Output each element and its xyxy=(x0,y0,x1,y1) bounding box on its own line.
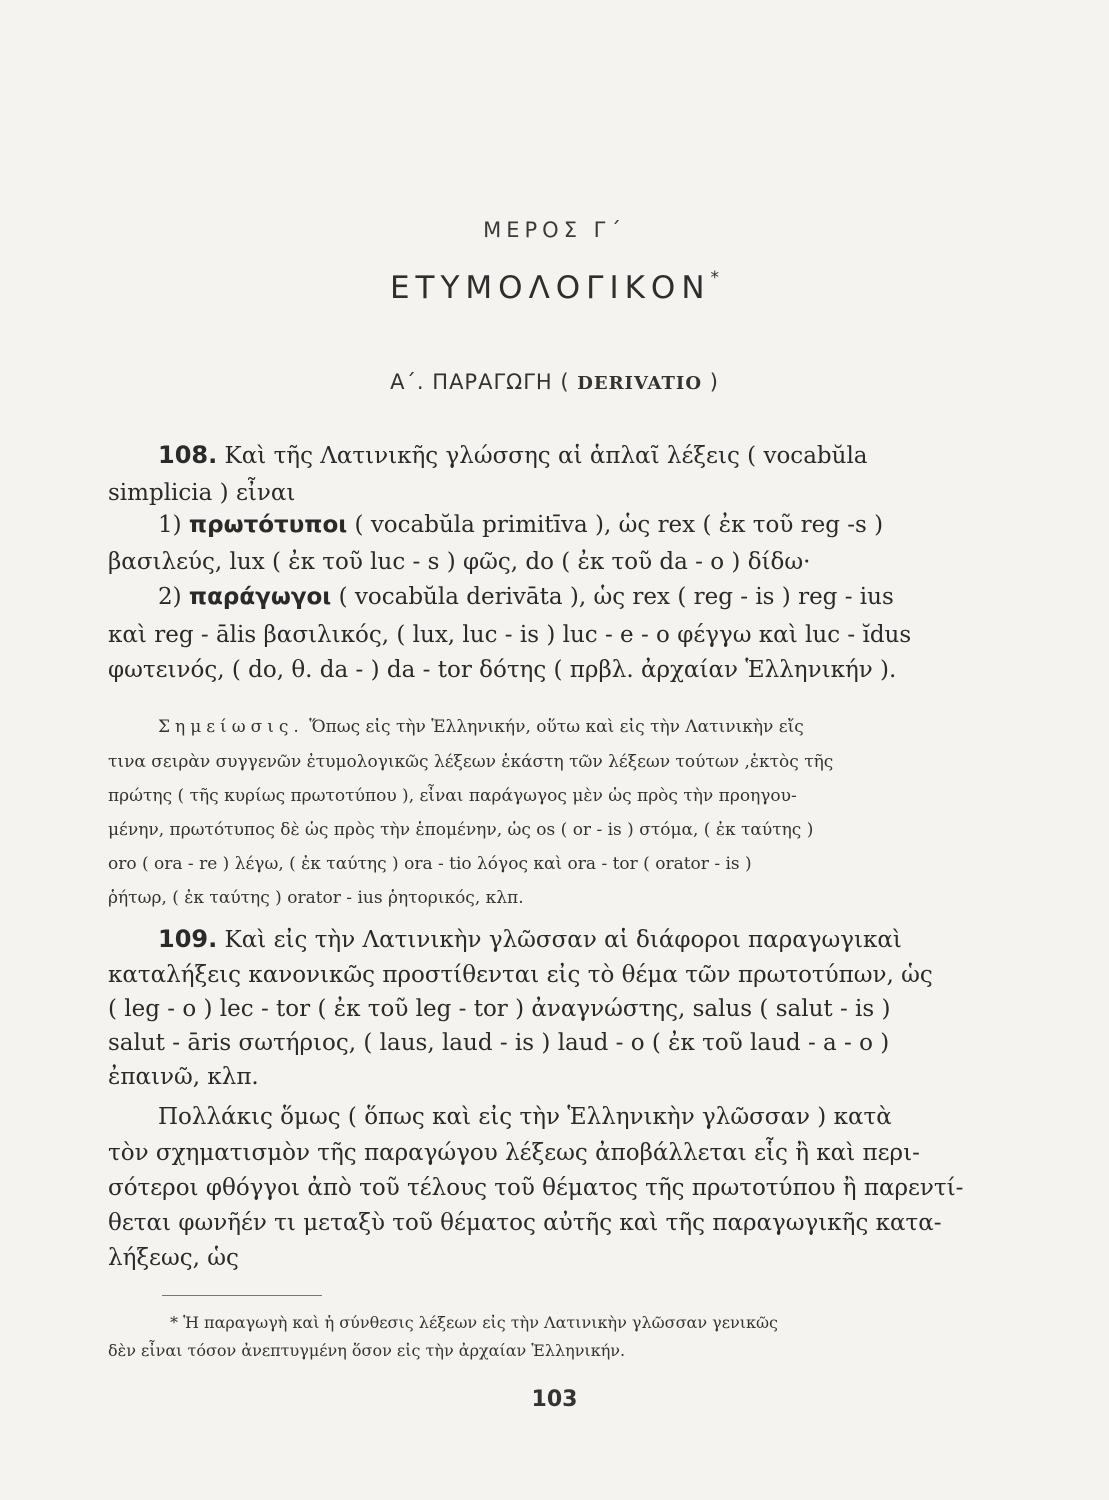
p108-line-4: βασιλεύς, lux ( ἐκ τοῦ luc - s ) φῶς, do ( ἐκ τοῦ da - o ) δίδω· xyxy=(108,549,811,575)
note-line-3: πρώτης ( τῆς κυρίως πρωτοτύπου ), εἶναι παράγωγος μὲν ὡς πρὸς τὴν προηγου- xyxy=(108,786,797,806)
section-heading-suffix: ) xyxy=(709,370,719,394)
p108-item-2-rest: ( vocabŭla derivāta ), ὡς rex ( reg - is ) reg - ius xyxy=(338,584,894,610)
chapter-title xyxy=(0,267,1109,306)
p108-line-1 xyxy=(158,440,868,471)
p108-text-1: Καὶ τῆς Λατινικῆς γλώσσης αἱ ἁπλαῖ λέξεις ( vocabŭla xyxy=(224,443,868,469)
note-line-4: μένην, πρωτότυπος δὲ ὡς πρὸς τὴν ἑπομένην, ὡς os ( or - is ) στόμα, ( ἐκ ταύτης ) xyxy=(108,820,814,840)
p108-item-2-num: 2) xyxy=(158,584,182,610)
footnote-marker: * xyxy=(710,267,720,288)
note-line-5: oro ( ora - re ) λέγω, ( ἐκ ταύτης ) ora - tio λόγος καὶ ora - tor ( orator - is ) xyxy=(108,854,752,874)
section-heading xyxy=(0,370,1109,394)
p108-item-1-term: πρωτότυποι xyxy=(188,512,348,538)
p109-line-7: τὸν σχηματισμὸν τῆς παραγώγου λέξεως ἀποβάλλεται εἷς ἢ καὶ περι- xyxy=(108,1140,920,1166)
p109-number: 109. xyxy=(158,925,218,953)
p109-line-6: Πολλάκις ὅμως ( ὅπως καὶ εἰς τὴν Ἑλληνικὴν γλῶσσαν ) κατὰ xyxy=(158,1104,892,1130)
chapter-title-text: ΕΤΥΜΟΛΟΓΙΚΟΝ xyxy=(389,270,711,306)
note-line-1 xyxy=(158,715,804,739)
note-line-2: τινα σειρὰν συγγενῶν ἐτυμολογικῶς λέξεων ἑκάστη τῶν λέξεων τούτων ,ἐκτὸς τῆς xyxy=(108,752,834,772)
section-heading-latin: DERIVATIO xyxy=(577,373,703,394)
p108-number: 108. xyxy=(158,441,218,469)
note-label: Σημείωσις. xyxy=(158,717,304,737)
part-heading: ΜΕΡΟΣ Γ΄ xyxy=(483,218,626,242)
p109-line-4: salut - āris σωτήριος, ( laus, laud - is ) laud - o ( ἐκ τοῦ laud - a - o ) xyxy=(108,1030,890,1056)
note-text-1: Ὅπως εἰς τὴν Ἑλληνικήν, οὕτω καὶ εἰς τὴν Λατινικὴν εἴς xyxy=(309,717,804,737)
p108-item-2 xyxy=(158,582,894,612)
footnote-line-2: δὲν εἶναι τόσον ἀνεπτυγμένη ὅσον εἰς τὴν ἀρχαίαν Ἑλληνικήν. xyxy=(108,1341,626,1360)
p109-line-8: σότεροι φθόγγοι ἀπὸ τοῦ τέλους τοῦ θέματος τῆς πρωτοτύπου ἢ παρεντί- xyxy=(108,1175,964,1201)
page-number: 103 xyxy=(531,1387,578,1412)
p108-line-6: καὶ reg - ālis βασιλικός, ( lux, luc - is ) luc - e - o φέγγω καὶ luc - ĭdus xyxy=(108,622,912,648)
p108-item-1-rest: ( vocabŭla primitīva ), ὡς rex ( ἐκ τοῦ reg -s ) xyxy=(354,512,884,538)
p108-line-2: simplicia ) εἶναι xyxy=(108,480,296,506)
p109-line-1 xyxy=(158,924,902,955)
p108-item-1-num: 1) xyxy=(158,512,182,538)
p109-line-5: ἐπαινῶ, κλπ. xyxy=(108,1064,259,1090)
p109-line-9: θεται φωνῆέν τι μεταξὺ τοῦ θέματος αὐτῆς καὶ τῆς παραγωγικῆς κατα- xyxy=(108,1210,942,1236)
footnote-line-1: * Ἡ παραγωγὴ καὶ ἡ σύνθεσις λέξεων εἰς τὴν Λατινικὴν γλῶσσαν γενικῶς xyxy=(170,1313,778,1332)
footnote-rule xyxy=(162,1295,322,1296)
p108-item-1 xyxy=(158,510,883,540)
p109-line-2: καταλήξεις κανονικῶς προστίθενται εἰς τὸ θέμα τῶν πρωτοτύπων, ὡς xyxy=(108,962,933,988)
note-line-6: ῥήτωρ, ( ἐκ ταύτης ) orator - ius ῥητορικός, κλπ. xyxy=(108,888,524,908)
p109-line-3: ( leg - o ) lec - tor ( ἐκ τοῦ leg - tor ) ἀναγνώστης, salus ( salut - is ) xyxy=(108,996,891,1022)
p108-line-7: φωτεινός, ( do, θ. da - ) da - tor δότης ( πρβλ. ἀρχαίαν Ἑλληνικήν ). xyxy=(108,657,897,683)
section-heading-prefix: Α΄. ΠΑΡΑΓΩΓΗ ( xyxy=(390,370,570,394)
p109-text-1: Καὶ εἰς τὴν Λατινικὴν γλῶσσαν αἱ διάφοροι παραγωγικαὶ xyxy=(224,927,902,953)
p108-item-2-term: παράγωγοι xyxy=(188,584,332,610)
p109-line-10: λήξεως, ὡς xyxy=(108,1245,239,1271)
